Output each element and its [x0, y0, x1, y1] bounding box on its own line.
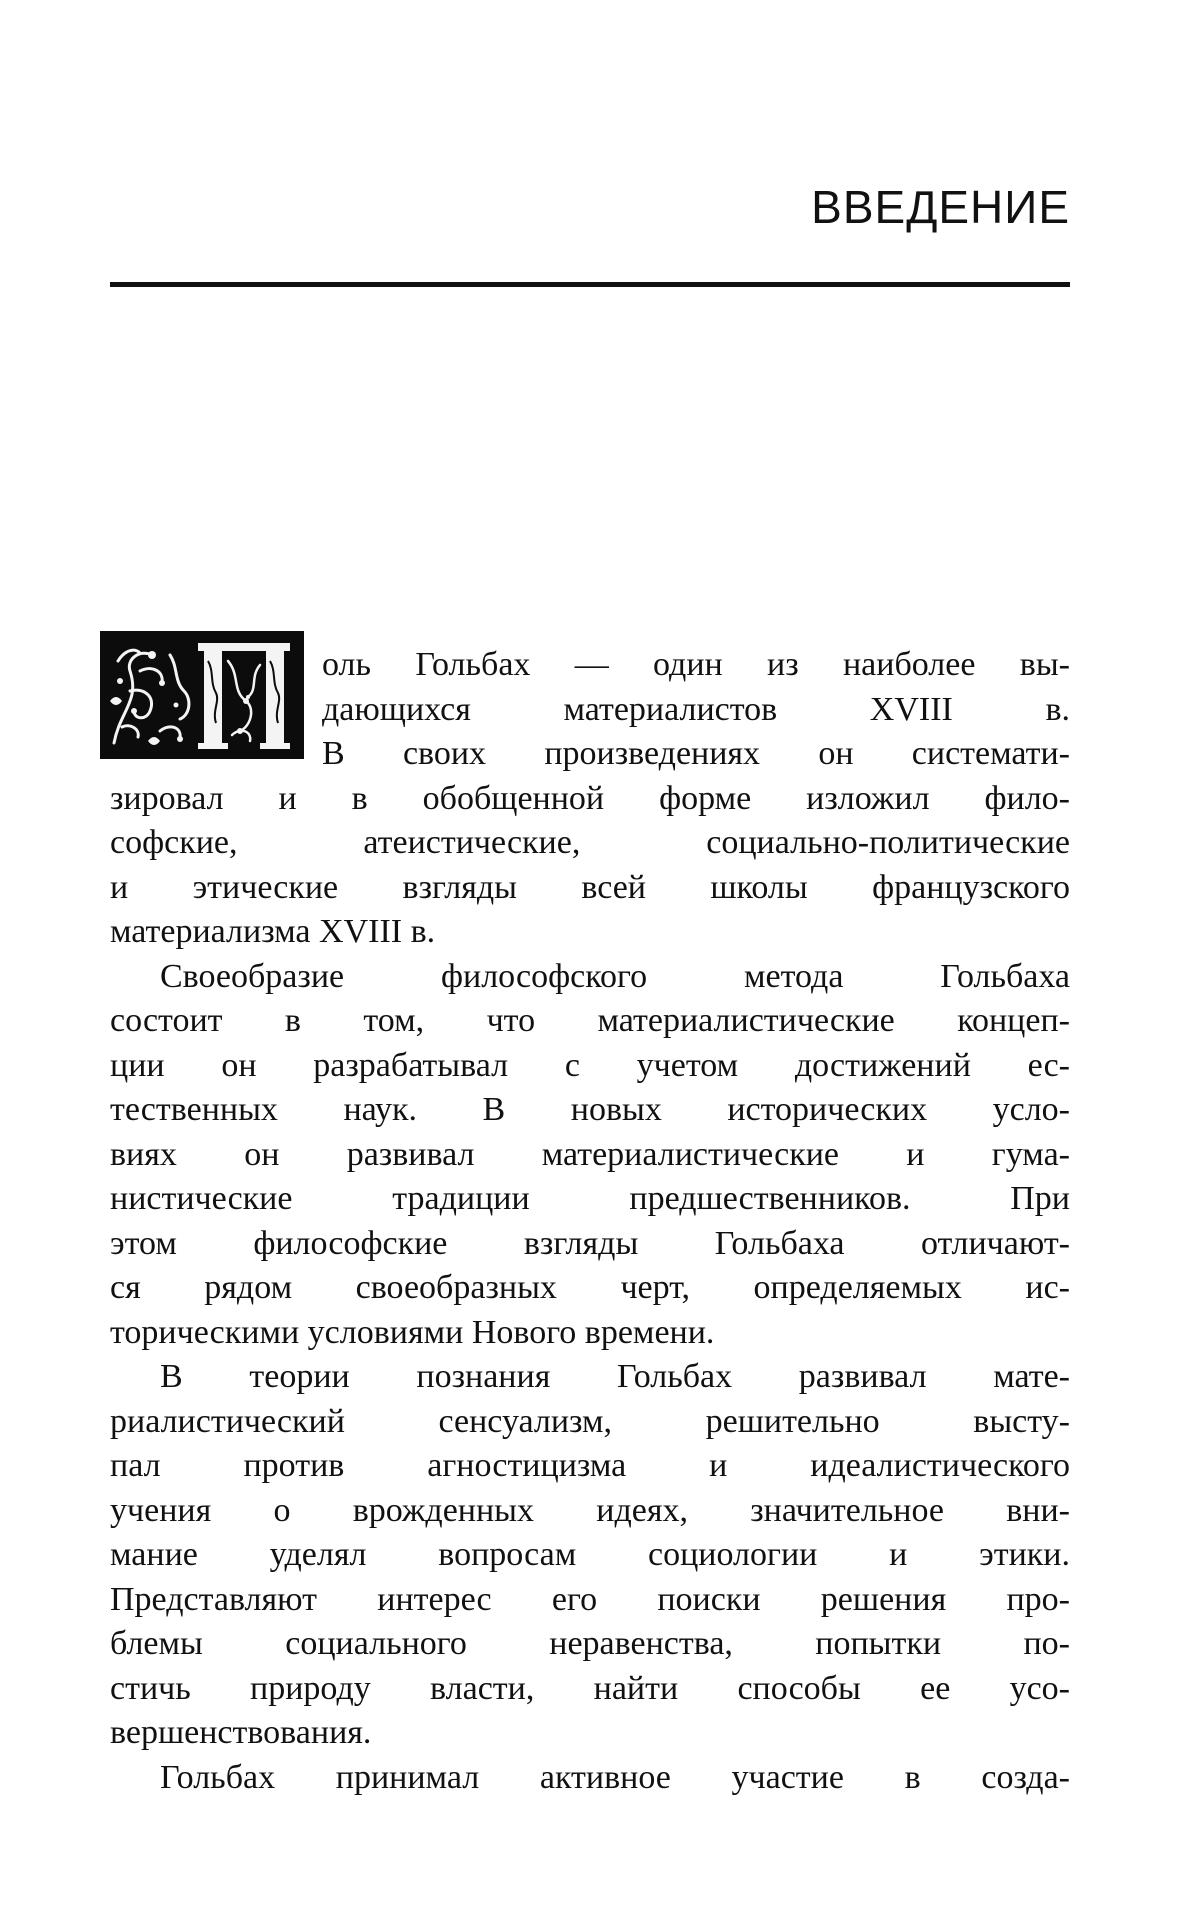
- text-line: торическими условиями Нового времени.: [110, 1313, 715, 1351]
- text-line: риалистический сенсуализм, решительно высту-: [110, 1402, 1070, 1440]
- text-line: В теории познания Гольбах развивал мате-: [160, 1358, 1070, 1395]
- text-line: Своеобразие философского метода Гольбаха: [160, 957, 1070, 995]
- text-line: мание уделял вопросам социологии и этики.: [110, 1536, 1070, 1573]
- text-line: этом философские взгляды Гольбаха отличают-: [110, 1224, 1070, 1262]
- text-line: нистические традиции предшественников. При: [110, 1180, 1070, 1217]
- text-line: материализма XVIII в.: [110, 913, 436, 950]
- text-line: дающихся материалистов XVIII в.: [322, 690, 1070, 728]
- text-line: стичь природу власти, найти способы ее усо-: [110, 1669, 1070, 1707]
- text-line: состоит в том, что материалистические концеп-: [110, 1002, 1070, 1039]
- text-line: зировал и в обобщенной форме изложил фило-: [110, 779, 1070, 817]
- text-line: софские, атеистические, социально-политические: [110, 824, 1070, 861]
- text-line: ся рядом своеобразных черт, определяемых ис-: [110, 1269, 1070, 1306]
- text-line: пал против агностицизма и идеалистического: [110, 1447, 1070, 1484]
- chapter-heading: ВВЕДЕНИЕ: [811, 181, 1070, 233]
- text-line: Гольбах принимал активное участие в созда-: [160, 1758, 1070, 1796]
- text-line: тественных наук. В новых исторических усло-: [110, 1091, 1070, 1128]
- text-line: учения о врожденных идеях, значительное вни-: [110, 1491, 1070, 1529]
- heading-rule: [110, 282, 1070, 287]
- text-line: ции он разрабатывал с учетом достижений ес-: [110, 1046, 1070, 1084]
- text-line: В своих произведениях он системати-: [322, 735, 1070, 772]
- text-line: и этические взгляды всей школы французского: [110, 868, 1070, 906]
- body-text: [110, 643, 1070, 1800]
- text-line: вершенствования.: [110, 1714, 372, 1751]
- text-line: виях он развивал материалистические и гума-: [110, 1135, 1070, 1173]
- text-line: блемы социального неравенства, попытки по-: [110, 1625, 1070, 1662]
- text-line: Представляют интерес его поиски решения про-: [110, 1580, 1070, 1618]
- text-line: оль Гольбах — один из наиболее вы-: [322, 646, 1070, 683]
